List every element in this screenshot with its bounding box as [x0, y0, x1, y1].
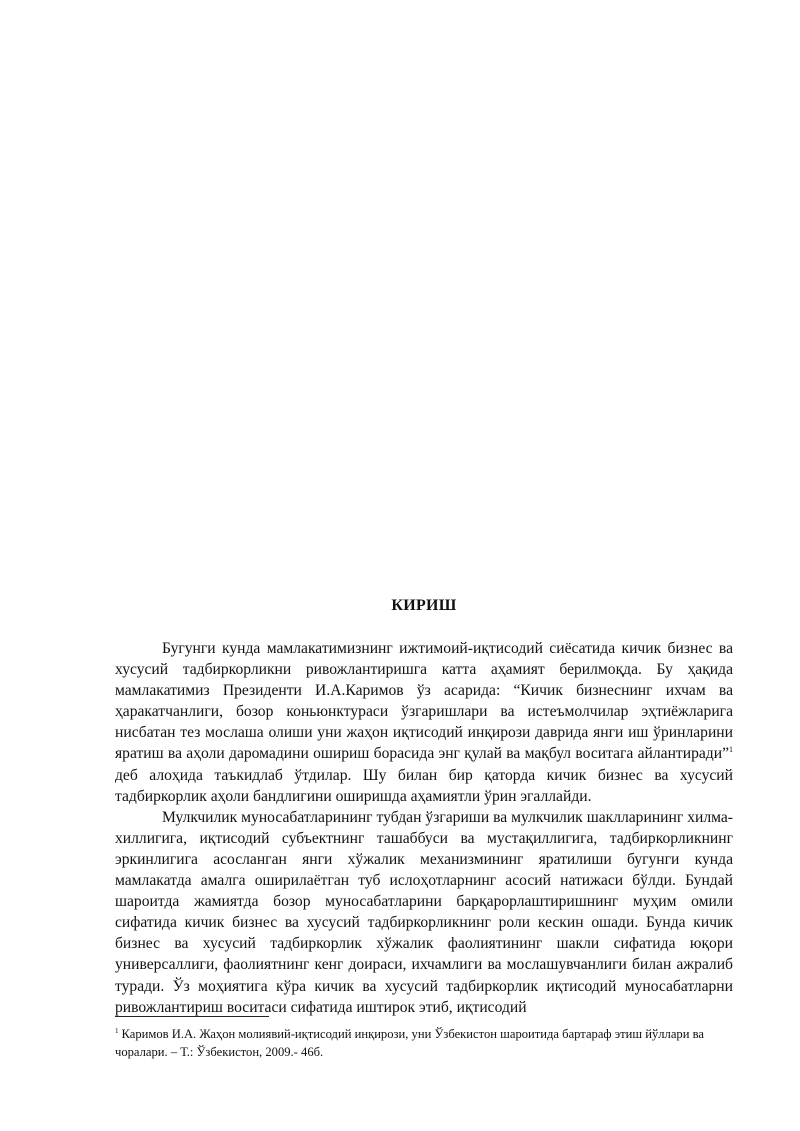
footnote-reference[interactable]: 1 — [729, 745, 733, 755]
paragraph-2: Мулкчилик муносабатларининг тубдан ўзгариши ва мулкчилик шаклларининг хилма-хиллигига, иқтисодий субъектнинг ташаббуси ва мустақиллигига, тадбиркорликнинг эркинлигига асосланган янги хўжалик механизмининг яратилиши бугунги кунда мамлакатда амалга оширилаётган туб ислоҳотларнинг асосий натижаси бўлди. Бундай шароитда жамиятда бозор муносабатларини барқарорлаштиришнинг муҳим омили сифатида кичик бизнес ва хусусий тадбиркорликнинг роли кескин ошади. Бунда кичик бизнес ва хусусий тадбиркорлик хўжалик фаолиятининг шакли сифатида юқори универсаллиги, фаолиятнинг кенг доираси, ихчамлиги ва мослашувчанлиги билан ажралиб туради. Ўз моҳиятига кўра кичик ва хусусий тадбиркорлик иқтисодий муносабатларни ривожлантириш воситаси сифатида иштирок этиб, иқтисодий — [115, 808, 733, 1016]
footnote-text: Каримов И.А. Жаҳон молиявий-иқтисодий инқирози, уни Ўзбекистон шароитида бартараф этиш йўллари ва чоралари. – Т.: Ўзбекистон, 2009.- 46б. — [115, 1027, 704, 1059]
paragraph-1-text: Бугунги кунда мамлакатимизнинг ижтимоий-иқтисодий сиёсатида кичик бизнес ва хусусий тадбиркорликни ривожлантиришга катта аҳамият берилмоқда. Бу ҳақида мамлакатимиз Президенти И.А.Каримов ўз асарида: “Кичик бизнеснинг ихчам ва ҳаракатчанлиги, бозор коньюнктураси ўзгаришлари ва истеъмолчилар эҳтиёжларига нисбатан тез мослаша олиши уни жаҳон иқтисодий инқирози даврида янги иш ўринларини яратиш ва аҳоли даромадини ошириш борасида энг қулай ва мақбул воситага айлантиради” — [115, 640, 733, 763]
footnote-separator — [115, 1016, 269, 1017]
footnote-area — [115, 1016, 733, 1061]
footnote — [115, 1025, 733, 1061]
paragraph-1 — [115, 638, 733, 807]
footnote-mark: 1 — [115, 1026, 119, 1035]
page-title: КИРИШ — [391, 597, 457, 614]
paragraph-1-text-continued: деб алоҳида таъкидлаб ўтдилар. Шу билан бир қаторда кичик бизнес ва хусусий тадбиркорлик аҳоли бандлигини оширишда аҳамиятли ўрин эгаллайди. — [115, 766, 733, 805]
page-body — [115, 594, 733, 1018]
